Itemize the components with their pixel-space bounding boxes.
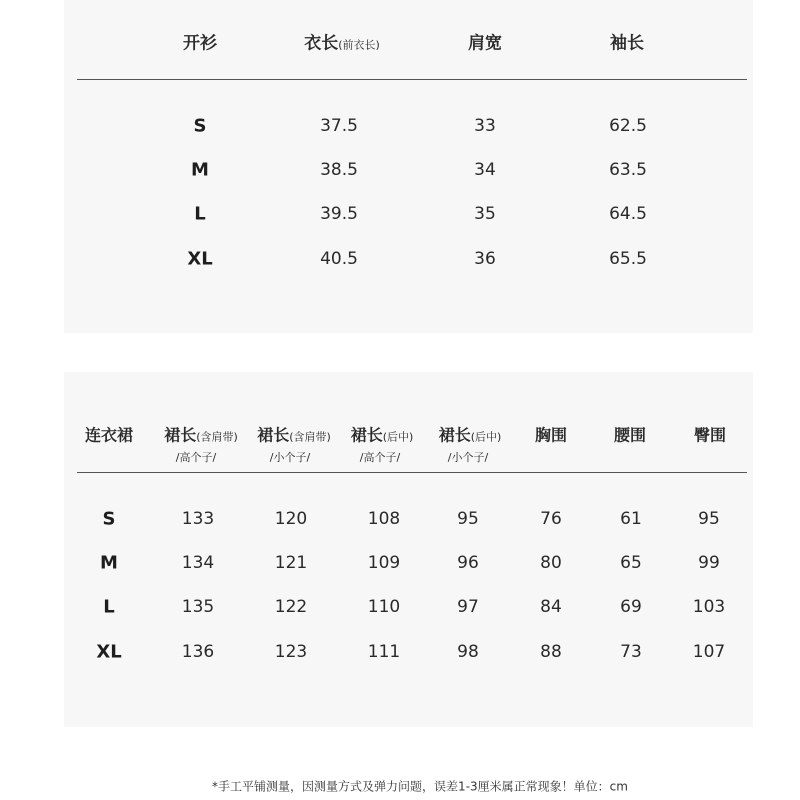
dress-header-length-strap-tall: 裙长(含肩带) [164, 425, 238, 445]
dress-value: 108 [367, 509, 401, 529]
dress-value: 120 [274, 509, 308, 529]
dress-value: 97 [457, 597, 479, 617]
dress-value: 76 [540, 509, 562, 529]
dress-header-length-strap-petite: 裙长(含肩带) [257, 425, 331, 445]
size-label: XL [96, 641, 122, 663]
cardigan-header-sleeve: 袖长 [610, 33, 644, 54]
size-label: M [191, 159, 209, 181]
dress-header-sub-petite: /小个子/ [447, 451, 489, 464]
size-label: S [193, 115, 207, 137]
dress-value: 111 [367, 642, 401, 662]
dress-value: 134 [181, 553, 215, 573]
cardigan-shoulder-value: 35 [474, 204, 496, 224]
dress-value: 96 [457, 553, 479, 573]
size-label: L [103, 596, 115, 618]
cardigan-sleeve-value: 62.5 [609, 116, 647, 136]
cardigan-length-value: 38.5 [320, 160, 358, 180]
cardigan-sleeve-value: 63.5 [609, 160, 647, 180]
dress-header-sub-tall: /高个子/ [175, 451, 217, 464]
dress-value: 69 [620, 597, 642, 617]
dress-value: 135 [181, 597, 215, 617]
cardigan-header-title: 开衫 [183, 33, 217, 54]
dress-value: 107 [692, 642, 726, 662]
cardigan-shoulder-value: 34 [474, 160, 496, 180]
dress-value: 95 [457, 509, 479, 529]
dress-header-divider [77, 472, 747, 473]
dress-header-sub-petite: /小个子/ [269, 451, 311, 464]
cardigan-header-divider [77, 79, 747, 80]
cardigan-size-panel [64, 0, 753, 333]
dress-value: 110 [367, 597, 401, 617]
cardigan-length-value: 39.5 [320, 204, 358, 224]
dress-value: 61 [620, 509, 642, 529]
dress-value: 99 [698, 553, 720, 573]
dress-value: 136 [181, 642, 215, 662]
measurement-footnote: *手工平铺测量，因测量方式及弹力问题，误差1-3厘米属正常现象！单位：cm [212, 779, 628, 794]
dress-header-waist: 腰围 [613, 425, 647, 445]
cardigan-shoulder-value: 33 [474, 116, 496, 136]
dress-value: 109 [367, 553, 401, 573]
dress-value: 121 [274, 553, 308, 573]
cardigan-shoulder-value: 36 [474, 249, 496, 269]
dress-value: 84 [540, 597, 562, 617]
cardigan-length-value: 37.5 [320, 116, 358, 136]
size-label: XL [187, 248, 213, 270]
cardigan-length-value: 40.5 [320, 249, 358, 269]
dress-header-hip: 臀围 [693, 425, 727, 445]
cardigan-header-length: 衣长(前衣长) [304, 33, 380, 54]
dress-header-sub-tall: /高个子/ [359, 451, 401, 464]
dress-header-length-back-petite: 裙长(后中) [438, 425, 502, 445]
size-label: L [194, 203, 206, 225]
dress-header-title: 连衣裙 [84, 425, 134, 445]
size-label: S [102, 508, 116, 530]
dress-value: 98 [457, 642, 479, 662]
dress-value: 88 [540, 642, 562, 662]
dress-value: 122 [274, 597, 308, 617]
dress-value: 73 [620, 642, 642, 662]
dress-value: 123 [274, 642, 308, 662]
dress-value: 103 [692, 597, 726, 617]
dress-value: 65 [620, 553, 642, 573]
cardigan-sleeve-value: 64.5 [609, 204, 647, 224]
cardigan-sleeve-value: 65.5 [609, 249, 647, 269]
dress-value: 95 [698, 509, 720, 529]
dress-header-bust: 胸围 [534, 425, 568, 445]
dress-header-length-back-tall: 裙长(后中) [350, 425, 414, 445]
cardigan-header-shoulder: 肩宽 [468, 33, 502, 54]
dress-value: 133 [181, 509, 215, 529]
size-label: M [100, 552, 118, 574]
dress-value: 80 [540, 553, 562, 573]
